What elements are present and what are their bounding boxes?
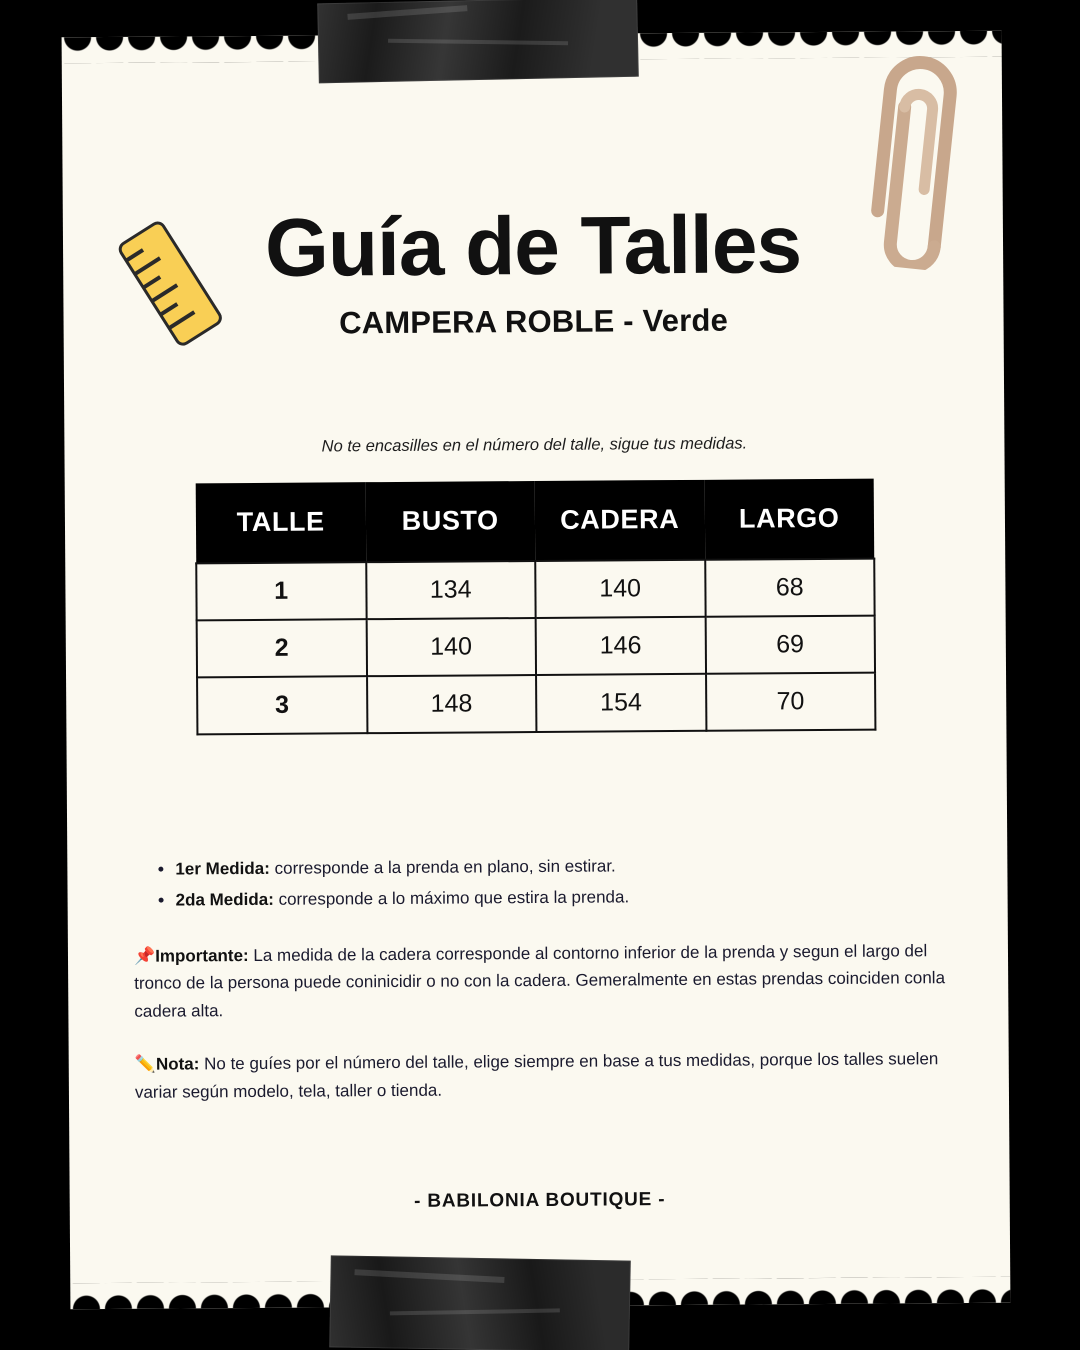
cell-largo: 70: [706, 673, 876, 731]
table-row: [196, 559, 874, 621]
cell-busto: 134: [366, 561, 536, 619]
important-paragraph: [134, 937, 947, 1025]
measure-bullet-list: [133, 848, 945, 917]
column-header-cadera: CADERA: [535, 480, 705, 561]
bullet-text: corresponde a lo máximo que estira la prenda.: [273, 887, 630, 910]
bullet-label: 2da Medida:: [175, 890, 274, 910]
page-title: Guía de Talles: [264, 199, 802, 294]
important-text: La medida de la cadera corresponde al contorno inferior de la prenda y segun el largo del tronco de la persona puede coninicidir o no con la cadera. Gemeralmente en estas prendas coinciden conla cadera alta.: [134, 941, 946, 1021]
column-header-largo: LARGO: [704, 479, 874, 560]
cell-busto: 140: [366, 618, 536, 676]
size-table-body: [196, 559, 875, 735]
tagline: No te encasilles en el número del talle, sigue tus medidas.: [321, 434, 748, 456]
pencil-icon: ✏️: [134, 1055, 156, 1075]
list-item: [175, 880, 945, 917]
cell-talle: 1: [196, 562, 366, 620]
cell-talle: 2: [197, 619, 367, 677]
pushpin-icon: 📌: [133, 946, 156, 966]
notes-section: [113, 848, 963, 1106]
size-table: [195, 479, 877, 736]
cell-cadera: 140: [535, 560, 705, 618]
brand-footer: - BABILONIA BOUTIQUE -: [414, 1188, 666, 1212]
paperclip-icon: [840, 32, 983, 271]
tape-strip-top: [317, 0, 639, 83]
note-label: Nota:: [155, 1054, 200, 1075]
table-header-row: [196, 479, 875, 564]
column-header-busto: BUSTO: [365, 481, 535, 562]
cell-busto: 148: [367, 675, 537, 733]
ruler-icon: [105, 218, 236, 349]
note-text: No te guíes por el número del talle, elige siempre en base a tus medidas, porque los talles suelen variar según modelo, tela, taller o tienda.: [134, 1049, 939, 1102]
size-table-head: [196, 479, 875, 564]
cell-talle: 3: [197, 676, 367, 734]
table-row: [197, 616, 875, 678]
table-row: [197, 673, 875, 735]
cell-largo: 68: [705, 559, 875, 617]
note-paragraph: [135, 1046, 947, 1107]
column-header-talle: TALLE: [196, 482, 366, 563]
bullet-text: corresponde a la prenda en plano, sin estirar.: [269, 856, 616, 878]
bullet-label: 1er Medida:: [175, 858, 270, 879]
important-label: Importante:: [155, 945, 249, 966]
cell-cadera: 146: [536, 617, 706, 675]
cell-cadera: 154: [536, 674, 706, 732]
cell-largo: 69: [705, 616, 875, 674]
tape-strip-bottom: [329, 1255, 631, 1350]
product-subtitle: CAMPERA ROBLE - Verde: [338, 302, 729, 341]
